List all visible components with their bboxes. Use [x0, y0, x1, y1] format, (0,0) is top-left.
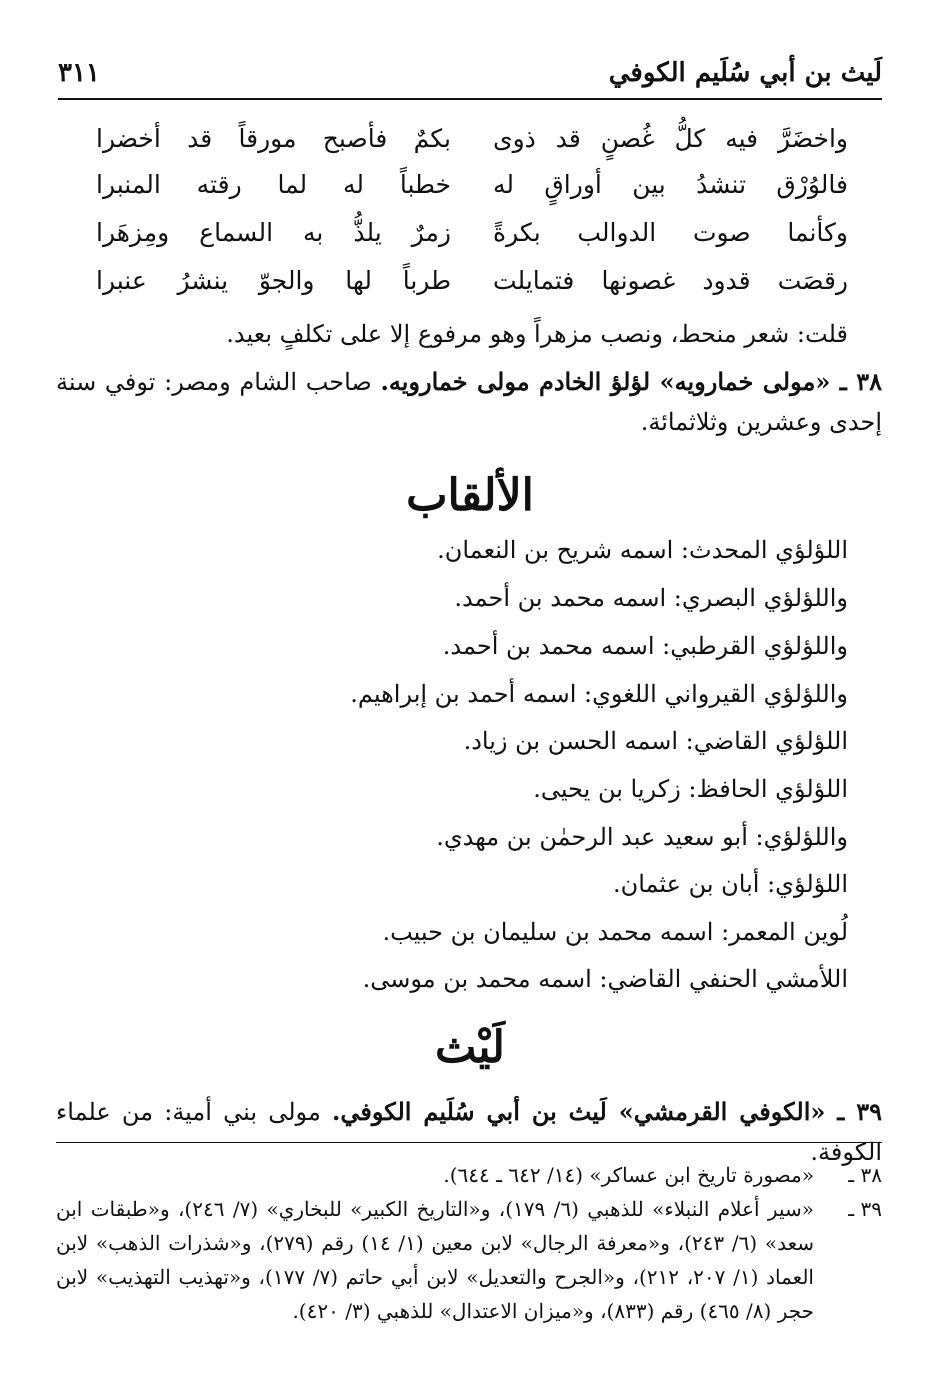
laqab-entry: اللؤلؤي المحدث: اسمه شريح بن النعمان. — [437, 536, 848, 564]
verse-line — [96, 218, 848, 262]
entry-38 — [56, 362, 882, 442]
laqab-entry: اللؤلؤي القاضي: اسمه الحسن بن زياد. — [463, 727, 848, 755]
footnote — [56, 1192, 882, 1328]
verse-first-hemistich: وكأنما صوت الدوالب بكرةً — [493, 218, 848, 247]
verse-second-hemistich: بكمٌ فأصبح مورقاً قد أخضرا — [96, 124, 451, 153]
verse-line — [96, 124, 848, 168]
verse-first-hemistich: واخضَرَّ فيه كلُّ غُصنٍ قد ذوى — [493, 124, 848, 153]
page-number: ٣١١ — [58, 58, 100, 88]
author-comment: قلت: شعر منحط، ونصب مزهراً وهو مرفوع إلا على تكلفٍ بعيد. — [226, 320, 848, 348]
verse-second-hemistich: زمرٌ يلذُّ به السماع ومِزهَرا — [96, 218, 451, 247]
entry-39-text: مولى بني أمية: من علماء الكوفة. — [56, 1098, 882, 1166]
laqab-entry: اللؤلؤي: أبان بن عثمان. — [612, 870, 848, 898]
laqab-entry: اللأمشي الحنفي القاضي: اسمه محمد بن موسى. — [362, 965, 848, 993]
entry-39-heading: ٣٩ ـ «الكوفي القرمشي» لَيث بن أبي سُلَيم الكوفي. — [332, 1097, 882, 1126]
footnote-number: ٣٨ ـ — [848, 1163, 882, 1187]
laqab-entry: اللؤلؤي الحافظ: زكريا بن يحيى. — [533, 775, 848, 803]
entry-38-text: صاحب الشام ومصر: توفي سنة إحدى وعشرين وثلاثمائة. — [56, 368, 882, 436]
laqab-entry: واللؤلؤي القيرواني اللغوي: اسمه أحمد بن إبراهيم. — [350, 680, 848, 708]
verse-first-hemistich: رقصَت قدود غصونها فتمايلت — [493, 266, 848, 295]
section-title-layth: لَيْث — [435, 1022, 505, 1073]
page-header — [58, 58, 882, 100]
footnote — [56, 1158, 882, 1192]
laqab-entry: واللؤلؤي: أبو سعيد عبد الرحمٰن بن مهدي. — [436, 823, 848, 851]
laqab-entry: لُوين المعمر: اسمه محمد بن سليمان بن حبيب. — [382, 918, 848, 946]
entry-38-heading: ٣٨ ـ «مولى خمارويه» لؤلؤ الخادم مولى خمارويه. — [380, 367, 882, 396]
laqab-entry: واللؤلؤي القرطبي: اسمه محمد بن أحمد. — [442, 632, 848, 660]
verse-line — [96, 170, 848, 214]
footnote-text: «مصورة تاريخ ابن عساكر» (١٤/ ٦٤٢ ـ ٦٤٤). — [443, 1163, 814, 1187]
section-title-alqab: الألقاب — [406, 470, 534, 521]
footnote-number: ٣٩ ـ — [848, 1197, 882, 1221]
verse-second-hemistich: طرباً لها والجوّ ينشرُ عنبرا — [96, 266, 451, 295]
verse-second-hemistich: خطباً له لما رقته المنبرا — [96, 170, 451, 199]
verse-line — [96, 266, 848, 310]
footnote-text: «سير أعلام النبلاء» للذهبي (٦/ ١٧٩)، و«التاريخ الكبير» للبخاري» (٧/ ٢٤٦)، و«طبقات ابن سعد» (٦/ ٢٤٣)، و«معرفة الرجال» لابن معين (١/ ١٤) رقم (٢٧٩)، و«شذرات الذهب» لابن العماد (١/ ٢٠٧، ٢١٢)، و«الجرح والتعديل» لابن أبي حاتم (٧/ ١٧٧)، و«تهذيب التهذيب» لابن حجر (٨/ ٤٦٥) رقم (٨٣٣)، و«ميزان الاعتدال» للذهبي (٣/ ٤٢٠). — [56, 1197, 814, 1323]
running-title: لَيث بن أبي سُلَيم الكوفي — [608, 58, 882, 88]
laqab-entry: واللؤلؤي البصري: اسمه محمد بن أحمد. — [454, 584, 848, 612]
footnote-separator — [56, 1142, 882, 1143]
verse-first-hemistich: فالوُرْق تنشدُ بين أوراقٍ له — [493, 170, 848, 199]
